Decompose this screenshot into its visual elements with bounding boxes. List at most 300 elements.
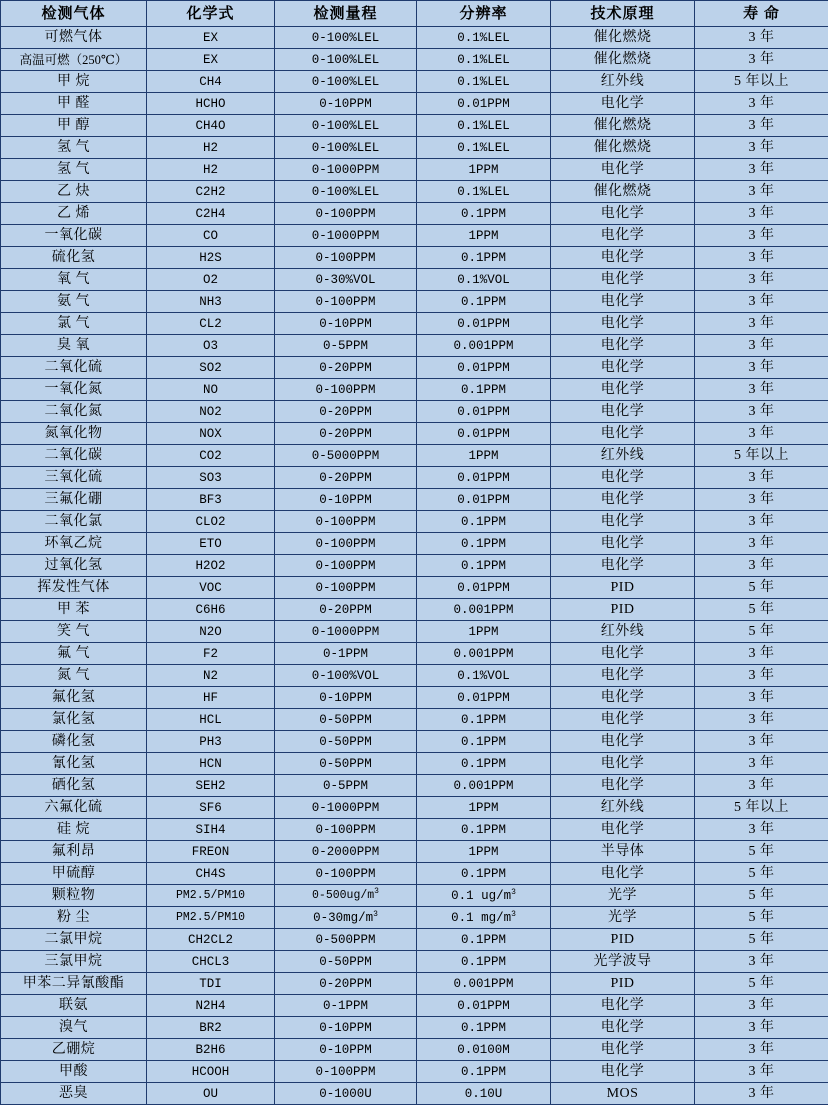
cell-technical-principle: 电化学 — [551, 511, 695, 533]
cell-lifetime: 5 年 — [695, 599, 828, 621]
cell-lifetime: 3 年 — [695, 225, 828, 247]
cell-resolution: 0.1 $mg/m^3$ — [417, 907, 551, 929]
cell-resolution: 0.1%VOL — [417, 665, 551, 687]
cell-resolution: 1PPM — [417, 621, 551, 643]
cell-detection-range: 0-100%LEL — [275, 181, 417, 203]
cell-lifetime: 3 年 — [695, 335, 828, 357]
cell-detection-range: 0-50PPM — [275, 753, 417, 775]
table-row — [1, 907, 828, 929]
cell-chemical-formula: N2H4 — [147, 995, 275, 1017]
cell-chemical-formula: H2 — [147, 137, 275, 159]
cell-chemical-formula: OU — [147, 1083, 275, 1105]
cell-chemical-formula: F2 — [147, 643, 275, 665]
cell-technical-principle: 催化燃烧 — [551, 137, 695, 159]
cell-chemical-formula: EX — [147, 49, 275, 71]
cell-detection-range: 0-100PPM — [275, 819, 417, 841]
table-row — [1, 775, 828, 797]
cell-technical-principle: 电化学 — [551, 665, 695, 687]
cell-lifetime: 5 年 — [695, 885, 828, 907]
cell-resolution: 1PPM — [417, 797, 551, 819]
column-header-lifetime: 寿 命 — [695, 1, 828, 27]
table-row — [1, 995, 828, 1017]
cell-resolution: 0.01PPM — [417, 489, 551, 511]
cell-gas-name: 氨 气 — [1, 291, 147, 313]
cell-resolution: 0.1PPM — [417, 533, 551, 555]
cell-lifetime: 3 年 — [695, 1017, 828, 1039]
table-row — [1, 1017, 828, 1039]
cell-technical-principle: 电化学 — [551, 313, 695, 335]
cell-technical-principle: 电化学 — [551, 863, 695, 885]
cell-resolution: 0.1PPM — [417, 1061, 551, 1083]
cell-technical-principle: 电化学 — [551, 247, 695, 269]
cell-technical-principle: 电化学 — [551, 709, 695, 731]
cell-gas-name: 二氧化碳 — [1, 445, 147, 467]
table-row — [1, 27, 828, 49]
cell-technical-principle: 红外线 — [551, 621, 695, 643]
cell-resolution: 0.1PPM — [417, 753, 551, 775]
table-row — [1, 291, 828, 313]
cell-gas-name: 三氯甲烷 — [1, 951, 147, 973]
cell-chemical-formula: CHCL3 — [147, 951, 275, 973]
cell-lifetime: 3 年 — [695, 49, 828, 71]
cell-technical-principle: MOS — [551, 1083, 695, 1105]
cell-technical-principle: 红外线 — [551, 445, 695, 467]
table-row — [1, 379, 828, 401]
table-row — [1, 115, 828, 137]
table-row — [1, 687, 828, 709]
cell-gas-name: 二氯甲烷 — [1, 929, 147, 951]
table-row — [1, 753, 828, 775]
cell-detection-range: 0-100PPM — [275, 555, 417, 577]
table-row — [1, 511, 828, 533]
table-row — [1, 401, 828, 423]
cell-technical-principle: 红外线 — [551, 71, 695, 93]
cell-resolution: 0.1PPM — [417, 709, 551, 731]
cell-gas-name: 环氧乙烷 — [1, 533, 147, 555]
table-row — [1, 71, 828, 93]
cell-lifetime: 3 年 — [695, 819, 828, 841]
cell-detection-range: 0-1PPM — [275, 643, 417, 665]
cell-lifetime: 3 年 — [695, 159, 828, 181]
cell-technical-principle: 红外线 — [551, 797, 695, 819]
cell-technical-principle: 电化学 — [551, 555, 695, 577]
cell-resolution: 0.001PPM — [417, 599, 551, 621]
table-row — [1, 49, 828, 71]
cell-technical-principle: 电化学 — [551, 401, 695, 423]
cell-resolution: 0.10U — [417, 1083, 551, 1105]
cell-chemical-formula: N2 — [147, 665, 275, 687]
cell-gas-name: 颗粒物 — [1, 885, 147, 907]
cell-technical-principle: 半导体 — [551, 841, 695, 863]
cell-lifetime: 3 年 — [695, 357, 828, 379]
column-header-resolution: 分辨率 — [417, 1, 551, 27]
cell-resolution: 0.1PPM — [417, 203, 551, 225]
cell-resolution: 1PPM — [417, 445, 551, 467]
table-row — [1, 181, 828, 203]
cell-technical-principle: PID — [551, 929, 695, 951]
cell-technical-principle: 电化学 — [551, 995, 695, 1017]
cell-lifetime: 5 年以上 — [695, 71, 828, 93]
cell-chemical-formula: PM2.5/PM10 — [147, 907, 275, 929]
cell-resolution: 0.001PPM — [417, 643, 551, 665]
table-row — [1, 577, 828, 599]
cell-gas-name: 挥发性气体 — [1, 577, 147, 599]
cell-gas-name: 硒化氢 — [1, 775, 147, 797]
cell-technical-principle: 电化学 — [551, 335, 695, 357]
cell-chemical-formula: PH3 — [147, 731, 275, 753]
table-row — [1, 533, 828, 555]
cell-detection-range: 0-10PPM — [275, 313, 417, 335]
cell-resolution: 0.1PPM — [417, 731, 551, 753]
cell-technical-principle: 电化学 — [551, 159, 695, 181]
table-row — [1, 93, 828, 115]
cell-detection-range: 0-10PPM — [275, 489, 417, 511]
cell-chemical-formula: CH4 — [147, 71, 275, 93]
cell-technical-principle: 电化学 — [551, 225, 695, 247]
table-row — [1, 467, 828, 489]
cell-technical-principle: 催化燃烧 — [551, 181, 695, 203]
cell-lifetime: 3 年 — [695, 379, 828, 401]
cell-gas-name: 甲 烷 — [1, 71, 147, 93]
cell-gas-name: 硅 烷 — [1, 819, 147, 841]
cell-gas-name: 一氧化氮 — [1, 379, 147, 401]
cell-gas-name: 高温可燃（250℃） — [1, 49, 147, 71]
cell-gas-name: 二氧化氮 — [1, 401, 147, 423]
cell-detection-range: 0-20PPM — [275, 467, 417, 489]
cell-lifetime: 3 年 — [695, 115, 828, 137]
table-row — [1, 335, 828, 357]
cell-lifetime: 3 年 — [695, 753, 828, 775]
cell-chemical-formula: NO — [147, 379, 275, 401]
cell-gas-name: 乙 炔 — [1, 181, 147, 203]
cell-detection-range: $0-500ug/m^3$ — [275, 885, 417, 907]
cell-chemical-formula: NOX — [147, 423, 275, 445]
cell-gas-name: 氮氧化物 — [1, 423, 147, 445]
cell-resolution: 0.01PPM — [417, 93, 551, 115]
cell-lifetime: 3 年 — [695, 1061, 828, 1083]
cell-detection-range: 0-30%VOL — [275, 269, 417, 291]
cell-technical-principle: 催化燃烧 — [551, 115, 695, 137]
cell-detection-range: 0-100PPM — [275, 1061, 417, 1083]
cell-chemical-formula: H2O2 — [147, 555, 275, 577]
cell-resolution: 0.0100M — [417, 1039, 551, 1061]
cell-resolution: 0.01PPM — [417, 995, 551, 1017]
cell-detection-range: 0-100PPM — [275, 511, 417, 533]
cell-lifetime: 3 年 — [695, 775, 828, 797]
cell-technical-principle: 电化学 — [551, 357, 695, 379]
cell-chemical-formula: C2H2 — [147, 181, 275, 203]
table-row — [1, 357, 828, 379]
cell-chemical-formula: TDI — [147, 973, 275, 995]
cell-detection-range: 0-20PPM — [275, 973, 417, 995]
cell-gas-name: 甲 醇 — [1, 115, 147, 137]
cell-resolution: 0.1%LEL — [417, 71, 551, 93]
table-row — [1, 247, 828, 269]
cell-resolution: 0.01PPM — [417, 423, 551, 445]
cell-detection-range: 0-100PPM — [275, 379, 417, 401]
cell-chemical-formula: HCOOH — [147, 1061, 275, 1083]
cell-chemical-formula: SIH4 — [147, 819, 275, 841]
cell-chemical-formula: BR2 — [147, 1017, 275, 1039]
cell-chemical-formula: O3 — [147, 335, 275, 357]
cell-lifetime: 3 年 — [695, 511, 828, 533]
cell-technical-principle: 电化学 — [551, 819, 695, 841]
column-header-range: 检测量程 — [275, 1, 417, 27]
cell-gas-name: 甲酸 — [1, 1061, 147, 1083]
cell-chemical-formula: CO — [147, 225, 275, 247]
table-row — [1, 665, 828, 687]
cell-detection-range: 0-10PPM — [275, 1017, 417, 1039]
cell-detection-range: 0-20PPM — [275, 423, 417, 445]
cell-resolution: 1PPM — [417, 841, 551, 863]
cell-lifetime: 3 年 — [695, 731, 828, 753]
cell-resolution: 0.1%LEL — [417, 115, 551, 137]
cell-lifetime: 5 年 — [695, 973, 828, 995]
cell-technical-principle: PID — [551, 577, 695, 599]
cell-technical-principle: 电化学 — [551, 687, 695, 709]
table-row — [1, 1083, 828, 1105]
cell-detection-range: 0-1000PPM — [275, 225, 417, 247]
cell-lifetime: 3 年 — [695, 709, 828, 731]
table-row — [1, 1039, 828, 1061]
cell-detection-range: 0-5PPM — [275, 775, 417, 797]
cell-lifetime: 3 年 — [695, 665, 828, 687]
cell-detection-range: 0-20PPM — [275, 357, 417, 379]
cell-detection-range: 0-20PPM — [275, 599, 417, 621]
cell-detection-range: 0-2000PPM — [275, 841, 417, 863]
cell-detection-range: 0-100PPM — [275, 247, 417, 269]
cell-chemical-formula: H2S — [147, 247, 275, 269]
cell-chemical-formula: SO2 — [147, 357, 275, 379]
cell-resolution: 0.001PPM — [417, 335, 551, 357]
table-row — [1, 709, 828, 731]
cell-gas-name: 联氨 — [1, 995, 147, 1017]
table-row — [1, 599, 828, 621]
cell-detection-range: 0-10PPM — [275, 93, 417, 115]
cell-detection-range: 0-100%LEL — [275, 137, 417, 159]
cell-detection-range: 0-5PPM — [275, 335, 417, 357]
cell-gas-name: 甲苯二异氰酸酯 — [1, 973, 147, 995]
cell-detection-range: 0-500PPM — [275, 929, 417, 951]
cell-resolution: 0.1PPM — [417, 951, 551, 973]
cell-chemical-formula: NH3 — [147, 291, 275, 313]
table-header-row — [1, 1, 828, 27]
cell-gas-name: 一氧化碳 — [1, 225, 147, 247]
cell-chemical-formula: H2 — [147, 159, 275, 181]
cell-resolution: 1PPM — [417, 225, 551, 247]
cell-gas-name: 可燃气体 — [1, 27, 147, 49]
cell-chemical-formula: CH4S — [147, 863, 275, 885]
cell-lifetime: 3 年 — [695, 27, 828, 49]
cell-resolution: 0.1PPM — [417, 379, 551, 401]
cell-gas-name: 过氧化氢 — [1, 555, 147, 577]
cell-resolution: 0.1PPM — [417, 819, 551, 841]
cell-chemical-formula: EX — [147, 27, 275, 49]
cell-detection-range: 0-1PPM — [275, 995, 417, 1017]
cell-detection-range: 0-50PPM — [275, 731, 417, 753]
cell-resolution: 0.1%LEL — [417, 49, 551, 71]
cell-chemical-formula: CH2CL2 — [147, 929, 275, 951]
table-row — [1, 863, 828, 885]
cell-chemical-formula: C6H6 — [147, 599, 275, 621]
cell-detection-range: 0-100%LEL — [275, 115, 417, 137]
table-row — [1, 819, 828, 841]
cell-lifetime: 3 年 — [695, 203, 828, 225]
cell-detection-range: 0-1000PPM — [275, 621, 417, 643]
table-row — [1, 159, 828, 181]
cell-chemical-formula: VOC — [147, 577, 275, 599]
cell-resolution: 0.1PPM — [417, 555, 551, 577]
column-header-principle: 技术原理 — [551, 1, 695, 27]
table-row — [1, 313, 828, 335]
cell-detection-range: 0-100PPM — [275, 533, 417, 555]
cell-chemical-formula: B2H6 — [147, 1039, 275, 1061]
cell-technical-principle: 电化学 — [551, 753, 695, 775]
cell-resolution: 0.01PPM — [417, 401, 551, 423]
table-row — [1, 951, 828, 973]
table-row — [1, 929, 828, 951]
cell-gas-name: 硫化氢 — [1, 247, 147, 269]
cell-detection-range: 0-100%LEL — [275, 49, 417, 71]
cell-technical-principle: 电化学 — [551, 775, 695, 797]
cell-technical-principle: 光学 — [551, 907, 695, 929]
cell-detection-range: 0-20PPM — [275, 401, 417, 423]
cell-chemical-formula: PM2.5/PM10 — [147, 885, 275, 907]
cell-gas-name: 氟 气 — [1, 643, 147, 665]
cell-chemical-formula: FREON — [147, 841, 275, 863]
cell-technical-principle: 电化学 — [551, 423, 695, 445]
cell-gas-name: 氯化氢 — [1, 709, 147, 731]
cell-lifetime: 3 年 — [695, 401, 828, 423]
cell-gas-name: 三氟化硼 — [1, 489, 147, 511]
cell-resolution: 0.01PPM — [417, 313, 551, 335]
cell-technical-principle: 电化学 — [551, 1017, 695, 1039]
cell-technical-principle: 光学波导 — [551, 951, 695, 973]
cell-resolution: 0.1PPM — [417, 863, 551, 885]
cell-chemical-formula: CLO2 — [147, 511, 275, 533]
cell-detection-range: 0-100PPM — [275, 577, 417, 599]
table-row — [1, 137, 828, 159]
cell-chemical-formula: SO3 — [147, 467, 275, 489]
cell-resolution: 1PPM — [417, 159, 551, 181]
cell-lifetime: 3 年 — [695, 533, 828, 555]
cell-technical-principle: 催化燃烧 — [551, 27, 695, 49]
cell-technical-principle: 电化学 — [551, 467, 695, 489]
cell-resolution: 0.1PPM — [417, 247, 551, 269]
cell-chemical-formula: NO2 — [147, 401, 275, 423]
cell-resolution: 0.01PPM — [417, 467, 551, 489]
cell-lifetime: 5 年 — [695, 929, 828, 951]
cell-chemical-formula: HF — [147, 687, 275, 709]
cell-gas-name: 氰化氢 — [1, 753, 147, 775]
cell-lifetime: 3 年 — [695, 291, 828, 313]
cell-lifetime: 3 年 — [695, 181, 828, 203]
cell-technical-principle: PID — [551, 973, 695, 995]
cell-gas-name: 粉 尘 — [1, 907, 147, 929]
cell-detection-range: 0-10PPM — [275, 1039, 417, 1061]
cell-technical-principle: 催化燃烧 — [551, 49, 695, 71]
cell-gas-name: 氟利昂 — [1, 841, 147, 863]
cell-lifetime: 3 年 — [695, 247, 828, 269]
cell-chemical-formula: CH4O — [147, 115, 275, 137]
cell-gas-name: 溴气 — [1, 1017, 147, 1039]
table-row — [1, 489, 828, 511]
table-row — [1, 731, 828, 753]
cell-gas-name: 二氧化氯 — [1, 511, 147, 533]
cell-technical-principle: 电化学 — [551, 731, 695, 753]
cell-lifetime: 3 年 — [695, 93, 828, 115]
table-row — [1, 621, 828, 643]
cell-resolution: 0.1PPM — [417, 929, 551, 951]
cell-resolution: 0.1%LEL — [417, 27, 551, 49]
cell-gas-name: 磷化氢 — [1, 731, 147, 753]
cell-gas-name: 笑 气 — [1, 621, 147, 643]
cell-lifetime: 3 年 — [695, 1083, 828, 1105]
cell-gas-name: 氟化氢 — [1, 687, 147, 709]
cell-gas-name: 乙 烯 — [1, 203, 147, 225]
cell-gas-name: 甲 苯 — [1, 599, 147, 621]
cell-gas-name: 恶臭 — [1, 1083, 147, 1105]
cell-detection-range: 0-1000PPM — [275, 159, 417, 181]
cell-detection-range: 0-100%VOL — [275, 665, 417, 687]
cell-resolution: 0.01PPM — [417, 577, 551, 599]
cell-resolution: 0.01PPM — [417, 687, 551, 709]
cell-chemical-formula: ETO — [147, 533, 275, 555]
cell-resolution: 0.001PPM — [417, 775, 551, 797]
cell-lifetime: 3 年 — [695, 995, 828, 1017]
cell-chemical-formula: SEH2 — [147, 775, 275, 797]
table-row — [1, 1061, 828, 1083]
cell-gas-name: 氢 气 — [1, 137, 147, 159]
cell-detection-range: 0-100PPM — [275, 863, 417, 885]
cell-technical-principle: 电化学 — [551, 379, 695, 401]
cell-detection-range: 0-100%LEL — [275, 71, 417, 93]
cell-gas-name: 氯 气 — [1, 313, 147, 335]
cell-lifetime: 3 年 — [695, 643, 828, 665]
column-header-gas: 检测气体 — [1, 1, 147, 27]
cell-lifetime: 3 年 — [695, 423, 828, 445]
cell-chemical-formula: C2H4 — [147, 203, 275, 225]
cell-resolution: 0.1%VOL — [417, 269, 551, 291]
cell-gas-name: 氧 气 — [1, 269, 147, 291]
cell-detection-range: 0-1000U — [275, 1083, 417, 1105]
cell-technical-principle: 电化学 — [551, 533, 695, 555]
cell-lifetime: 3 年 — [695, 489, 828, 511]
cell-lifetime: 3 年 — [695, 687, 828, 709]
table-row — [1, 555, 828, 577]
cell-technical-principle: 电化学 — [551, 489, 695, 511]
table-row — [1, 841, 828, 863]
cell-gas-name: 氮 气 — [1, 665, 147, 687]
cell-gas-name: 乙硼烷 — [1, 1039, 147, 1061]
cell-lifetime: 3 年 — [695, 137, 828, 159]
table-row — [1, 643, 828, 665]
cell-technical-principle: 光学 — [551, 885, 695, 907]
cell-lifetime: 5 年以上 — [695, 445, 828, 467]
cell-technical-principle: 电化学 — [551, 269, 695, 291]
cell-resolution: 0.1%LEL — [417, 137, 551, 159]
cell-gas-name: 三氧化硫 — [1, 467, 147, 489]
cell-resolution: 0.1%LEL — [417, 181, 551, 203]
cell-technical-principle: 电化学 — [551, 643, 695, 665]
cell-lifetime: 5 年以上 — [695, 797, 828, 819]
cell-gas-name: 六氟化硫 — [1, 797, 147, 819]
cell-gas-name: 臭 氧 — [1, 335, 147, 357]
cell-chemical-formula: O2 — [147, 269, 275, 291]
table-row — [1, 885, 828, 907]
cell-lifetime: 5 年 — [695, 907, 828, 929]
cell-lifetime: 5 年 — [695, 577, 828, 599]
